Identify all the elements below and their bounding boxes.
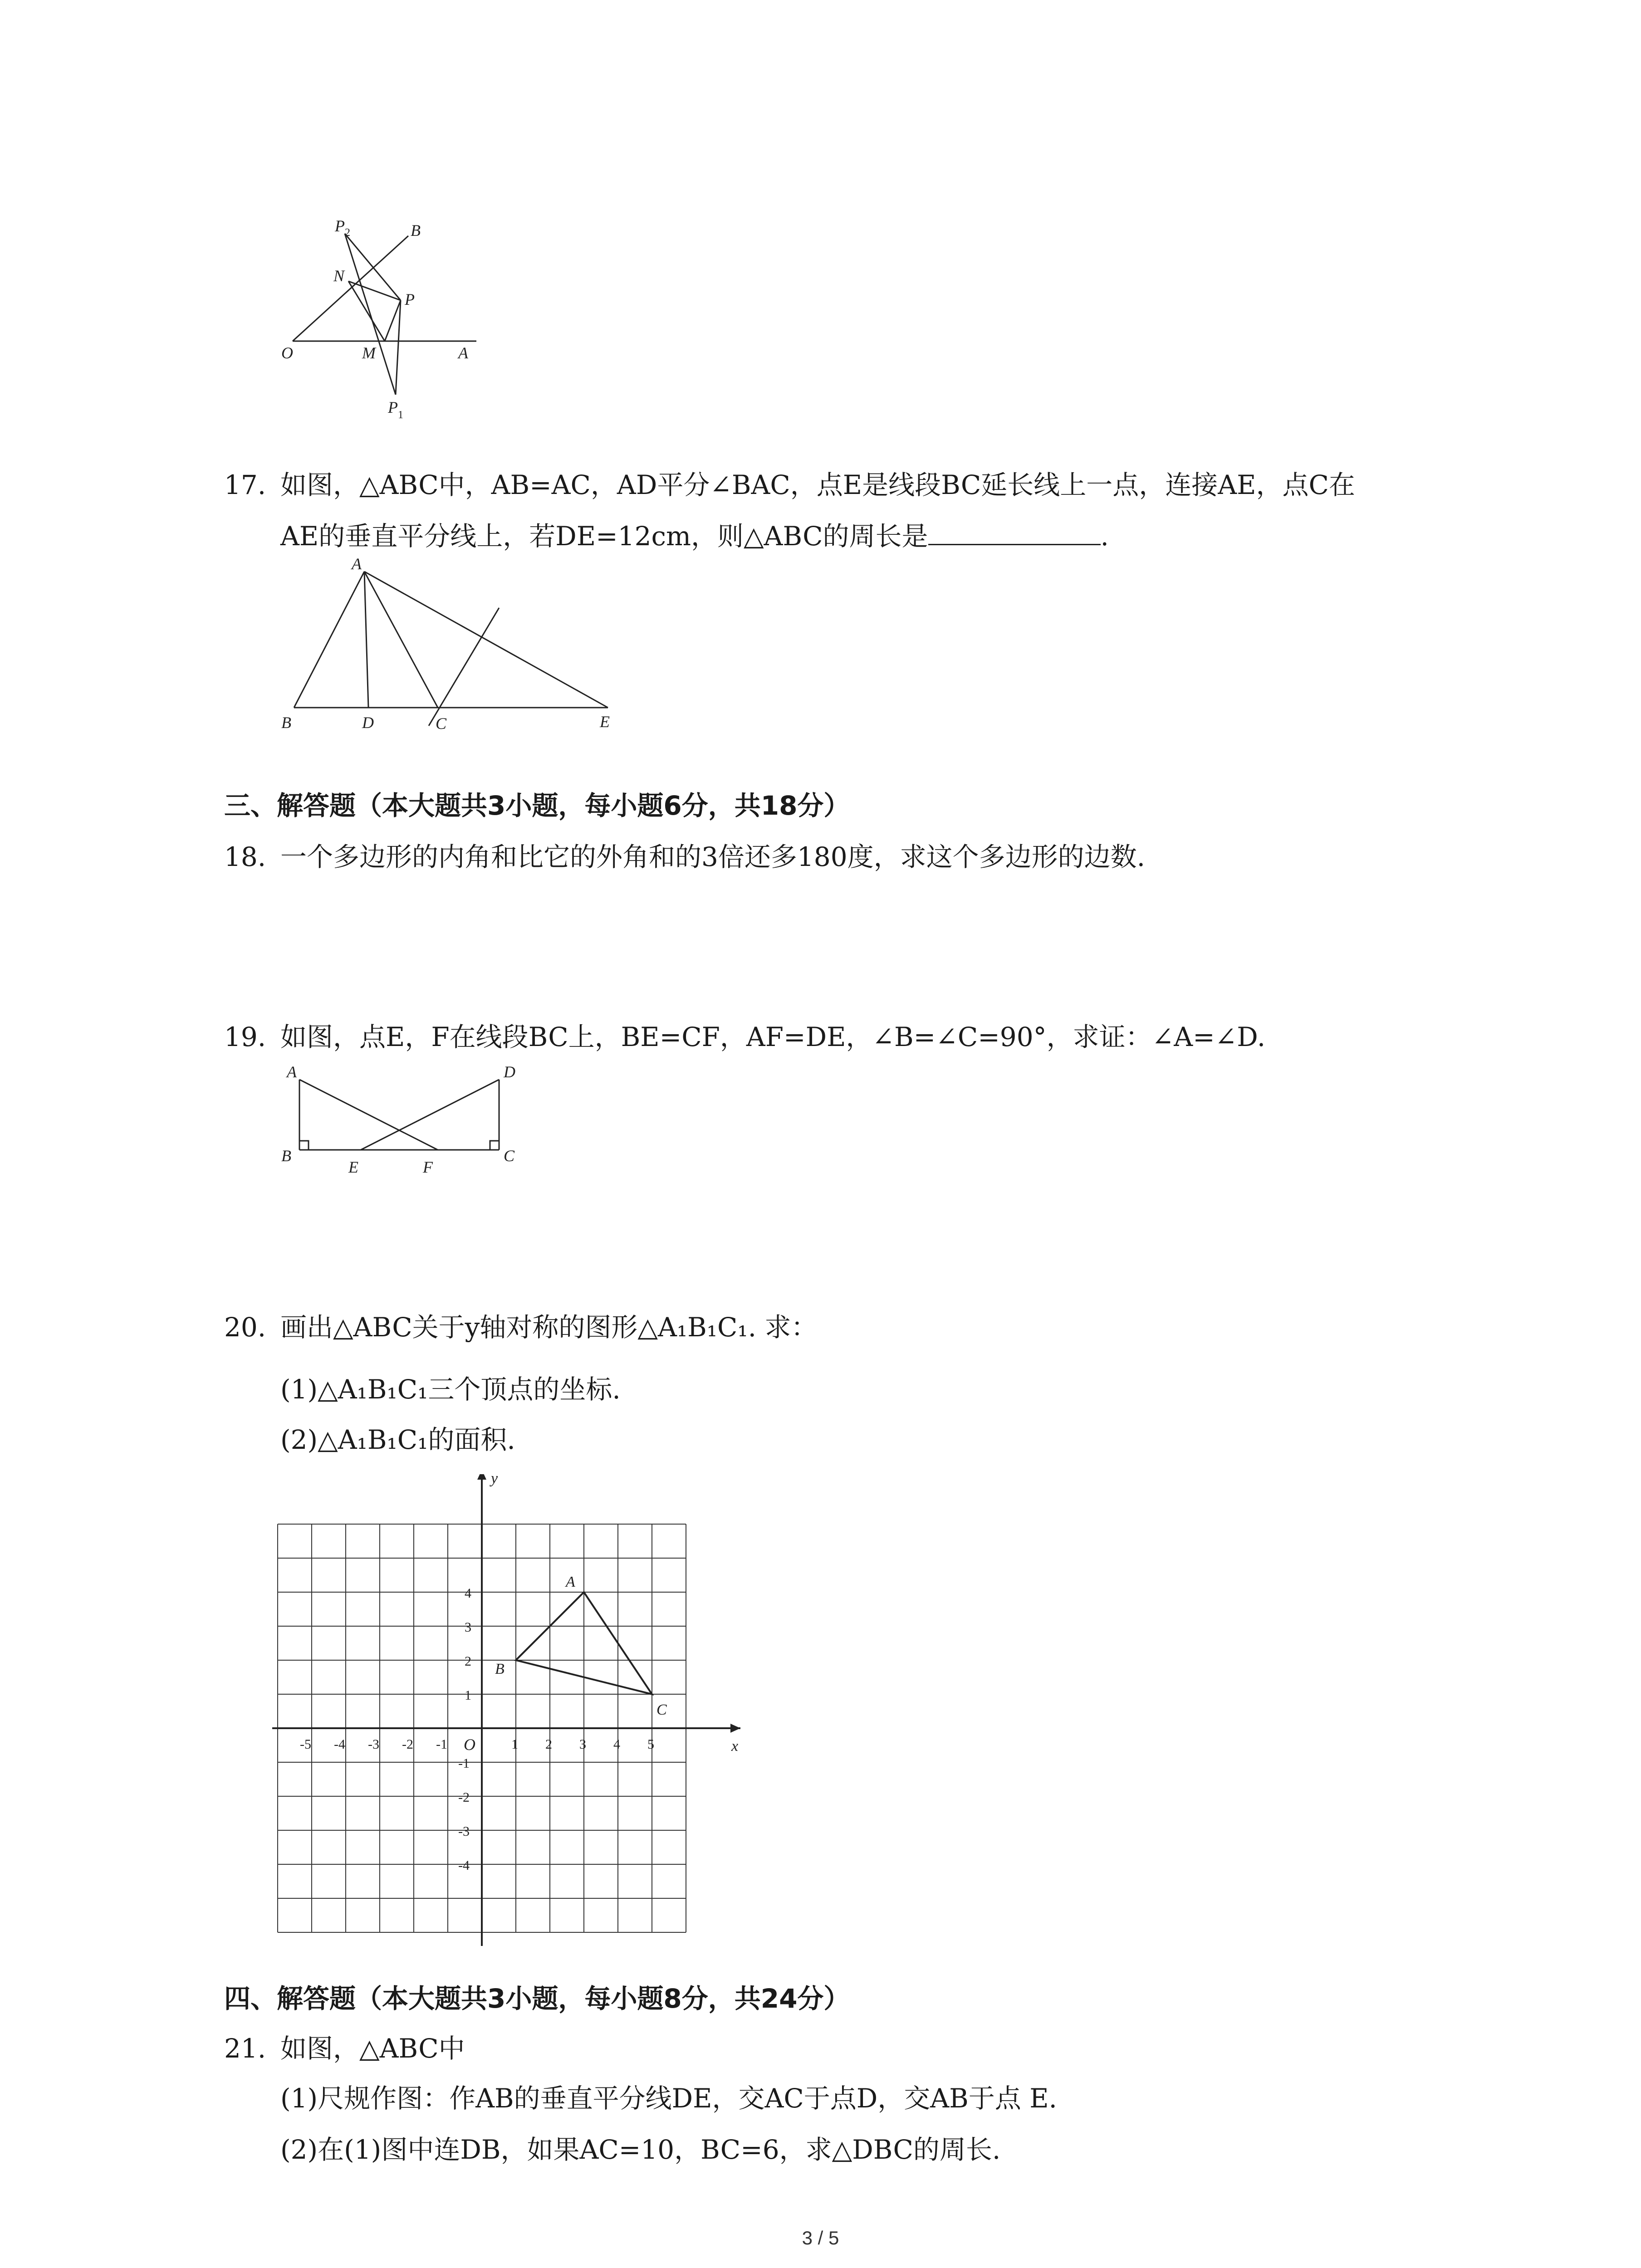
label-C-19: C [504, 1147, 515, 1165]
q21-part1: (1)尺规作图：作AB的垂直平分线DE，交AC于点D，交AB于点 E. [280, 2083, 1057, 2114]
vertex-label-A: A [566, 1574, 575, 1590]
x-tick-label: -4 [334, 1737, 345, 1752]
x-tick-label: 3 [579, 1737, 586, 1752]
x-tick-label: -1 [436, 1737, 447, 1752]
q17-figure [272, 556, 635, 746]
label-E-19: E [348, 1158, 358, 1176]
label-P: P [405, 290, 415, 308]
label-P2-sub: 2 [345, 227, 350, 239]
q17-text-line2-end: . [1100, 521, 1109, 552]
x-tick-label: 2 [545, 1737, 552, 1752]
label-P1: P [388, 398, 398, 416]
label-B-19: B [281, 1147, 291, 1165]
q18-number: 18. [224, 841, 266, 872]
q21-number: 21. [224, 2033, 266, 2064]
y-axis-arrow [477, 1474, 486, 1480]
label-P1-sub: 1 [398, 409, 403, 421]
q21-line [224, 2032, 465, 2065]
q17-line1 [224, 469, 1355, 501]
q17-line2 [280, 520, 1109, 552]
x-axis-label: x [731, 1738, 739, 1755]
q20-line [224, 1311, 817, 1344]
x-tick-label: -3 [368, 1737, 379, 1752]
x-axis-arrow [730, 1724, 740, 1733]
q19-text: 如图，点E，F在线段BC上，BE=CF，AF=DE，∠B=∠C=90°，求证：∠A=∠D. [280, 1022, 1266, 1052]
y-tick-label: -1 [458, 1756, 470, 1771]
label-F-19: F [423, 1158, 433, 1176]
x-tick-label: -2 [402, 1737, 413, 1752]
label-E-17: E [600, 713, 610, 731]
label-O: O [281, 344, 293, 362]
q20-number: 20. [224, 1312, 266, 1343]
q21-part2: (2)在(1)图中连DB，如果AC=10，BC=6，求△DBC的周长. [280, 2134, 1001, 2165]
q17-number: 17. [224, 469, 266, 500]
section-4-title: 四、解答题（本大题共3小题，每小题8分，共24分） [224, 1983, 850, 2014]
q20-part2: (2)△A₁B₁C₁的面积. [280, 1424, 515, 1455]
x-tick-label: 4 [613, 1737, 620, 1752]
label-C-17: C [436, 714, 447, 733]
q21-text: 如图，△ABC中 [280, 2033, 465, 2064]
page-number: 3 / 5 [802, 2227, 839, 2248]
q19-number: 19. [224, 1022, 266, 1052]
vertex-label-B: B [495, 1661, 505, 1677]
x-tick-label: 5 [647, 1737, 654, 1752]
q18-text: 一个多边形的内角和比它的外角和的3倍还多180度，求这个多边形的边数. [280, 841, 1146, 872]
label-M: M [362, 344, 376, 362]
label-B-17: B [281, 714, 291, 732]
y-tick-label: 1 [465, 1688, 471, 1703]
q19-figure [272, 1059, 554, 1182]
q17-answer-blank [928, 520, 1101, 545]
label-B-16: B [411, 221, 421, 240]
y-tick-label: 3 [465, 1620, 471, 1635]
y-axis-label: y [491, 1474, 498, 1487]
q17-text-line1: 如图，△ABC中，AB=AC，AD平分∠BAC，点E是线段BC延长线上一点，连接AE，点C在 [280, 469, 1355, 500]
q20-text: 画出△ABC关于y轴对称的图形△A₁B₁C₁. 求： [280, 1312, 818, 1343]
y-tick-label: 4 [465, 1586, 471, 1601]
origin-label: O [464, 1735, 475, 1754]
q19-line [224, 1021, 1265, 1053]
q18-line [224, 841, 1145, 873]
label-A-16: A [458, 344, 468, 362]
label-P2: P [335, 217, 345, 235]
y-tick-label: -4 [458, 1858, 470, 1873]
label-A-19: A [287, 1063, 297, 1081]
label-A-17: A [352, 556, 362, 573]
vertex-label-C: C [656, 1701, 667, 1718]
y-tick-label: -3 [458, 1824, 470, 1839]
q16-figure [272, 213, 508, 422]
q20-part1: (1)△A₁B₁C₁三个顶点的坐标. [280, 1374, 621, 1405]
q20-coordinate-grid [272, 1474, 798, 1978]
label-D-19: D [504, 1063, 515, 1081]
label-D-17: D [362, 714, 374, 732]
label-N: N [333, 267, 345, 285]
y-tick-label: 2 [465, 1654, 471, 1669]
x-tick-label: -5 [300, 1737, 311, 1752]
section-3-title: 三、解答题（本大题共3小题，每小题6分，共18分） [224, 790, 850, 821]
y-tick-label: -2 [458, 1790, 470, 1805]
x-tick-label: 1 [511, 1737, 518, 1752]
q17-text-line2: AE的垂直平分线上，若DE=12cm，则△ABC的周长是 [280, 521, 928, 552]
